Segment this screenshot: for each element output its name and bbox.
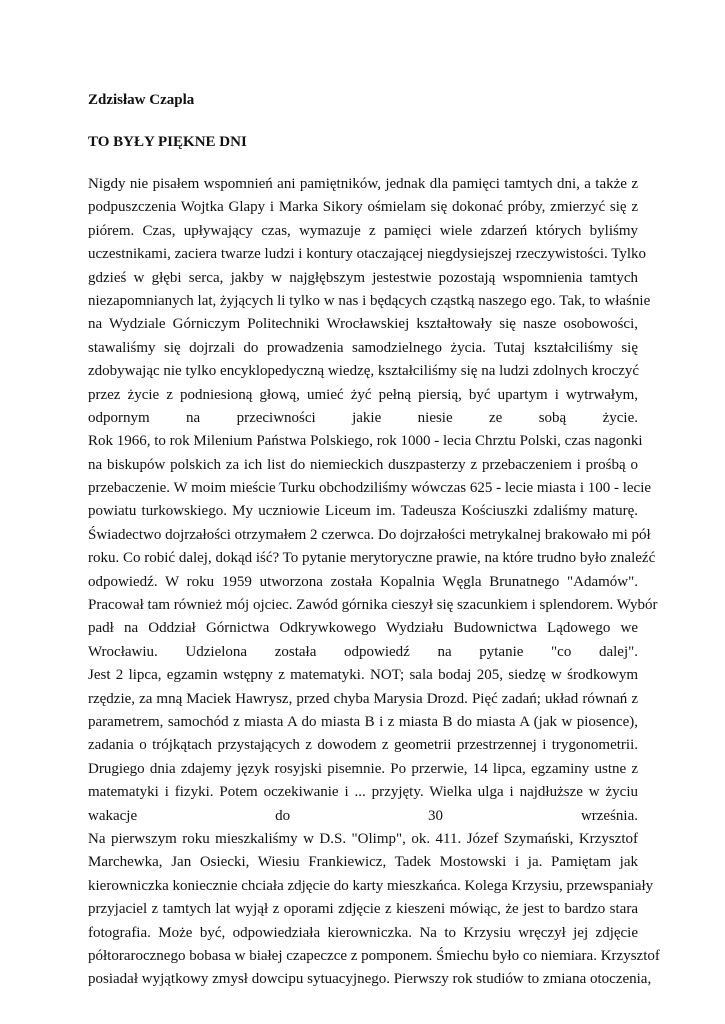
text-line: stawaliśmy się dojrzali do prowadzenia samodzielnego życia. Tutaj kształciliśmy się: [88, 339, 638, 356]
text-line: matematyki i fizyki. Potem oczekiwanie i ... przyjęty. Wielka ulga i najdłuższe w życiu: [88, 784, 638, 801]
text-line: Nigdy nie pisałem wspomnień ani pamiętników, jednak dla pamięci tamtych dni, a także z: [88, 176, 638, 192]
text-line: podpuszczenia Wojtka Glapy i Marka Sikory ośmielam się dokonać próby, zmierzyć się z: [88, 199, 638, 216]
text-line: Jest 2 lipca, egzamin wstępny z matematyki. NOT; sala bodaj 205, siedzę w środkowym: [88, 667, 638, 684]
text-line: przyjaciel z tamtych lat wyjął z oporami zdjęcie z kieszeni mówiąc, że jest to bardzo stara: [88, 901, 638, 918]
document-title: TO BYŁY PIĘKNE DNI: [88, 134, 247, 150]
text-line: rzędzie, za mną Maciek Hawrysz, przed chyba Marysia Drozd. Pięć zadań; układ równań z: [88, 690, 638, 707]
text-line: zdobywając nie tylko encyklopedyczną wiedzę, kształciliśmy się na ludzi zdolnych kroczyć: [88, 363, 640, 380]
text-line: padł na Oddział Górnictwa Odkrywkowego Wydziału Budownictwa Lądowego we: [88, 620, 638, 637]
text-line: przebaczenie. W moim mieście Turku obchodziliśmy wówczas 625 - lecie miasta i 100 - lecie: [88, 480, 652, 497]
text-line: roku. Co robić dalej, dokąd iść? To pytanie merytoryczne prawie, na które trudno było znaleźć: [88, 550, 656, 567]
text-line: Marchewka, Jan Osiecki, Wiesiu Frankiewicz, Tadek Mostowski i ja. Pamiętam jak: [88, 854, 638, 871]
text-line: na biskupów polskich za ich list do niemieckich duszpasterzy z przebaczeniem i prośbą o: [88, 456, 638, 473]
author-name: Zdzisław Czapla: [88, 92, 195, 108]
text-line: Na pierwszym roku mieszkaliśmy w D.S. "Olimp", ok. 411. Józef Szymański, Krzysztof: [88, 830, 638, 847]
text-line: posiadał wyjątkowy zmysł dowcipu sytuacyjnego. Pierwszy rok studiów to zmiana otoczenia,: [88, 971, 652, 988]
text-line: Pracował tam również mój ojciec. Zawód górnika cieszył się szacunkiem i splendorem. Wybór: [88, 597, 658, 614]
body-text: [88, 173, 660, 992]
text-line: kierowniczka koniecznie chciała zdjęcie do karty mieszkańca. Kolega Krzysiu, przewspaniały: [88, 877, 654, 894]
text-line: parametrem, samochód z miasta A do miasta B i z miasta B do miasta A (jak w piosence),: [88, 713, 638, 730]
text-line: zadania o trójkątach przystających z dowodem z geometrii przestrzennej i trygonometrii.: [88, 737, 638, 754]
text-line: wakacje do 30 września.: [88, 807, 638, 824]
text-line: Drugiego dnia zdajemy język rosyjski pisemnie. Po przerwie, 14 lipca, egzaminy ustne z: [88, 760, 638, 777]
text-line: niezapomnianych lat, żyjących li tylko w nas i będących cząstką naszego ego. Tak, to właśnie: [88, 292, 651, 309]
text-line: gdzieś w głębi serca, jakby w najgłębszym jestestwie pozostają wspomnienia tamtych: [88, 269, 638, 286]
text-line: odpornym na przeciwności jakie niesie ze sobą życie.: [88, 409, 638, 426]
text-line: na Wydziale Górniczym Politechniki Wrocławskiej kształtowały się nasze osobowości,: [88, 316, 638, 333]
text-line: fotografia. Może być, odpowiedziała kierowniczka. Na to Krzysiu wręczył jej zdjęcie: [88, 924, 638, 941]
text-line: Świadectwo dojrzałości otrzymałem 2 czerwca. Do dojrzałości metrykalnej brakowało mi pół: [88, 526, 651, 543]
text-line: przez życie z podniesioną głową, umieć żyć pełną piersią, być upartym i wytrwałym,: [88, 386, 638, 403]
text-line: Rok 1966, to rok Milenium Państwa Polskiego, rok 1000 - lecia Chrztu Polski, czas nagonki: [88, 433, 643, 450]
text-line: piórem. Czas, upływający czas, wymazuje z pamięci wiele zdarzeń których byliśmy: [88, 222, 638, 239]
text-line: uczestnikami, zaciera twarze ludzi i kontury otaczającej niegdysiejszej rzeczywistości. Tylko: [88, 246, 647, 263]
text-line: półtorarocznego bobasa w białej czapeczce z pomponem. Śmiechu było co niemiara. Krzysztof: [88, 947, 660, 964]
text-line: Wrocławiu. Udzielona została odpowiedź na pytanie "co dalej".: [88, 643, 638, 660]
text-line: odpowiedź. W roku 1959 utworzona została Kopalnia Węgla Brunatnego "Adamów".: [88, 573, 638, 590]
text-line: powiatu turkowskiego. My uczniowie Liceum im. Tadeusza Kościuszki zdaliśmy maturę.: [88, 503, 638, 520]
